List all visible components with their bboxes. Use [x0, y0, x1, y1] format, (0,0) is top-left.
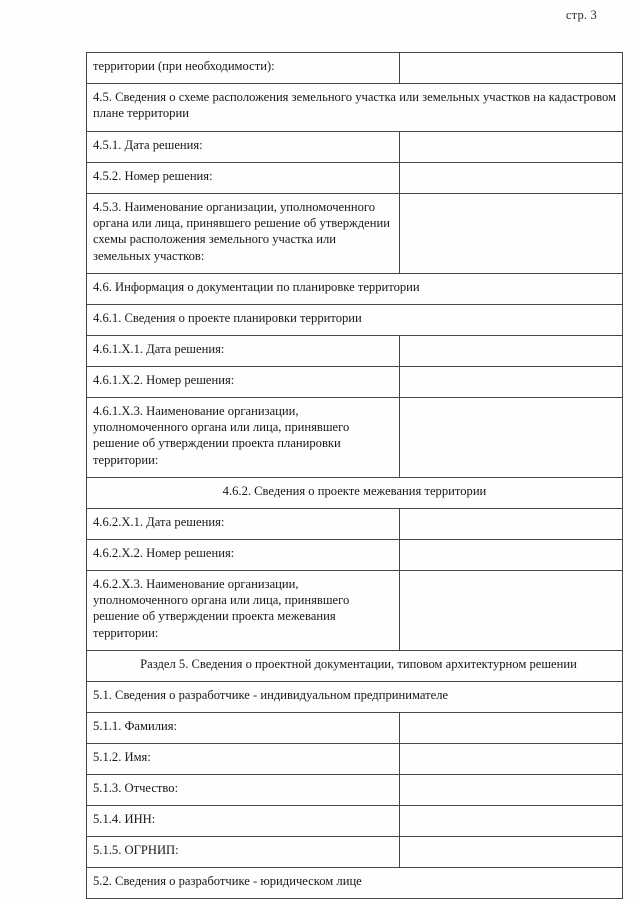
row-label-4-5-3-organization: 4.5.3. Наименование организации, уполномоченного органа или лица, принявшего решение об утверждении схемы расположения земельного участка или земельных участков: — [87, 194, 400, 274]
row-label-4-6-2-x-1-date: 4.6.2.X.1. Дата решения: — [87, 509, 400, 540]
table-row — [87, 509, 623, 540]
table-row — [87, 806, 623, 837]
table-row — [87, 336, 623, 367]
row-label-5-1-1-surname: 5.1.1. Фамилия: — [87, 713, 400, 744]
table-row — [87, 837, 623, 868]
row-label-4-5-heading: 4.5. Сведения о схеме расположения земельного участка или земельных участков на кадастровом плане территории — [87, 84, 623, 132]
table-row — [87, 713, 623, 744]
table-row — [87, 132, 623, 163]
row-label-4-6-1-x-1-date: 4.6.1.X.1. Дата решения: — [87, 336, 400, 367]
table-row — [87, 163, 623, 194]
row-label-5-2-heading: 5.2. Сведения о разработчике - юридическом лице — [87, 868, 623, 899]
table-body — [87, 53, 623, 899]
row-label-section-5-heading: Раздел 5. Сведения о проектной документации, типовом архитектурном решении — [87, 651, 623, 682]
table-row — [87, 571, 623, 651]
table-row — [87, 194, 623, 274]
row-label-4-6-2-heading: 4.6.2. Сведения о проекте межевания территории — [87, 478, 623, 509]
page-number: стр. 3 — [565, 8, 597, 22]
table-row — [87, 305, 623, 336]
row-value-5-1-4-inn[interactable] — [400, 806, 623, 837]
row-label-4-6-1-heading: 4.6.1. Сведения о проекте планировки территории — [87, 305, 623, 336]
row-value-4-5-1-date[interactable] — [400, 132, 623, 163]
table-row — [87, 744, 623, 775]
row-label-4-5-2-number: 4.5.2. Номер решения: — [87, 163, 400, 194]
table-row — [87, 651, 623, 682]
table-row — [87, 868, 623, 899]
row-label-4-6-heading: 4.6. Информация о документации по планировке территории — [87, 274, 623, 305]
row-label-5-1-3-patronymic: 5.1.3. Отчество: — [87, 775, 400, 806]
row-value-5-1-3-patronymic[interactable] — [400, 775, 623, 806]
row-label-4-5-1-date: 4.5.1. Дата решения: — [87, 132, 400, 163]
table-row — [87, 53, 623, 84]
row-value-5-1-5-ogrnip[interactable] — [400, 837, 623, 868]
row-value-territory-if-needed[interactable] — [400, 53, 623, 84]
table-row — [87, 775, 623, 806]
row-value-4-5-3-organization[interactable] — [400, 194, 623, 274]
table-row — [87, 398, 623, 478]
row-label-5-1-4-inn: 5.1.4. ИНН: — [87, 806, 400, 837]
table-row — [87, 84, 623, 132]
table-row — [87, 540, 623, 571]
table-row — [87, 274, 623, 305]
table-row — [87, 367, 623, 398]
row-label-5-1-2-firstname: 5.1.2. Имя: — [87, 744, 400, 775]
row-value-5-1-1-surname[interactable] — [400, 713, 623, 744]
row-label-4-6-2-x-2-number: 4.6.2.X.2. Номер решения: — [87, 540, 400, 571]
row-label-4-6-1-x-2-number: 4.6.1.X.2. Номер решения: — [87, 367, 400, 398]
row-value-4-6-1-x-1-date[interactable] — [400, 336, 623, 367]
row-value-4-6-2-x-2-number[interactable] — [400, 540, 623, 571]
row-value-5-1-2-firstname[interactable] — [400, 744, 623, 775]
row-label-5-1-5-ogrnip: 5.1.5. ОГРНИП: — [87, 837, 400, 868]
row-value-4-6-2-x-1-date[interactable] — [400, 509, 623, 540]
document-form-table — [86, 52, 623, 899]
row-label-territory-if-needed: территории (при необходимости): — [87, 53, 400, 84]
row-label-4-6-1-x-3-organization: 4.6.1.X.3. Наименование организации, уполномоченного органа или лица, принявшего решение об утверждении проекта планировки территории: — [87, 398, 400, 478]
row-value-4-6-2-x-3-organization[interactable] — [400, 571, 623, 651]
table-row — [87, 682, 623, 713]
table-row — [87, 478, 623, 509]
row-value-4-6-1-x-3-organization[interactable] — [400, 398, 623, 478]
row-label-4-6-2-x-3-organization: 4.6.2.X.3. Наименование организации, уполномоченного органа или лица, принявшего решение об утверждении проекта межевания территории: — [87, 571, 400, 651]
row-value-4-5-2-number[interactable] — [400, 163, 623, 194]
row-label-5-1-heading: 5.1. Сведения о разработчике - индивидуальном предпринимателе — [87, 682, 623, 713]
row-value-4-6-1-x-2-number[interactable] — [400, 367, 623, 398]
